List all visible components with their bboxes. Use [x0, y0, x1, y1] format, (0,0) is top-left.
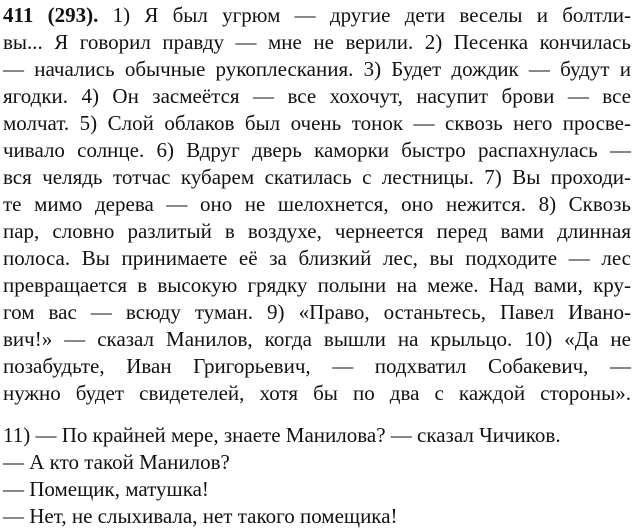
text-line-7: вся челядь тотчас кубарем скатилась с лестницы. 7) Вы проходи-	[3, 165, 631, 189]
text-line-15: нужно будет свидетелей, хотя бы по два с каждой стороны».	[3, 381, 631, 405]
text-line-1	[3, 2, 631, 29]
line-text-1: 1) Я был угрюм — другие дети веселы и болтли-	[112, 3, 632, 27]
text-line-11: превращается в высокую грядку полыни на меже. Над вами, кру-	[3, 273, 631, 297]
text-line-4: ягодки. 4) Он засмеётся — все хохочут, насупит брови — все	[3, 84, 631, 108]
text-line-12: гом вас — всюду туман. 9) «Право, останьтесь, Павел Ивано-	[3, 300, 631, 324]
text-line-10: полоса. Вы принимаете её за близкий лес, вы подходите — лес	[3, 246, 631, 270]
text-line-6: чивало солнце. 6) Вдруг дверь каморки быстро распахнулась —	[3, 138, 631, 162]
text-line-9: пар, словно разлитый в воздухе, чернеется перед вами длинная	[3, 219, 631, 243]
exercise-number: 411 (293).	[3, 3, 99, 27]
text-line-14: позабудьте, Иван Григорьевич, — подхватил Собакевич, —	[3, 354, 631, 378]
text-line-2: вы... Я говорил правду — мне не верили. 2) Песенка кончилась	[3, 30, 631, 54]
text-line-5: молчат. 5) Слой облаков был очень тонок — сквозь него просве-	[3, 111, 631, 135]
text-line-13: вич!» — сказал Манилов, когда вышли на крыльцо. 10) «Да не	[3, 327, 631, 351]
dialogue-line-2: — А кто такой Манилов?	[3, 450, 230, 474]
text-line-3: — начались обычные рукоплескания. 3) Будет дождик — будут и	[3, 57, 631, 81]
dialogue-line-3: — Помещик, матушка!	[3, 477, 209, 501]
dialogue-line-1: 11) — По крайней мере, знаете Манилова? — сказал Чичиков.	[3, 423, 561, 447]
text-line-8: те мимо дерева — оно не шелохнется, оно нежится. 8) Сквозь	[3, 192, 631, 216]
dialogue-line-4: — Нет, не слыхивала, нет такого помещика!	[3, 504, 398, 528]
